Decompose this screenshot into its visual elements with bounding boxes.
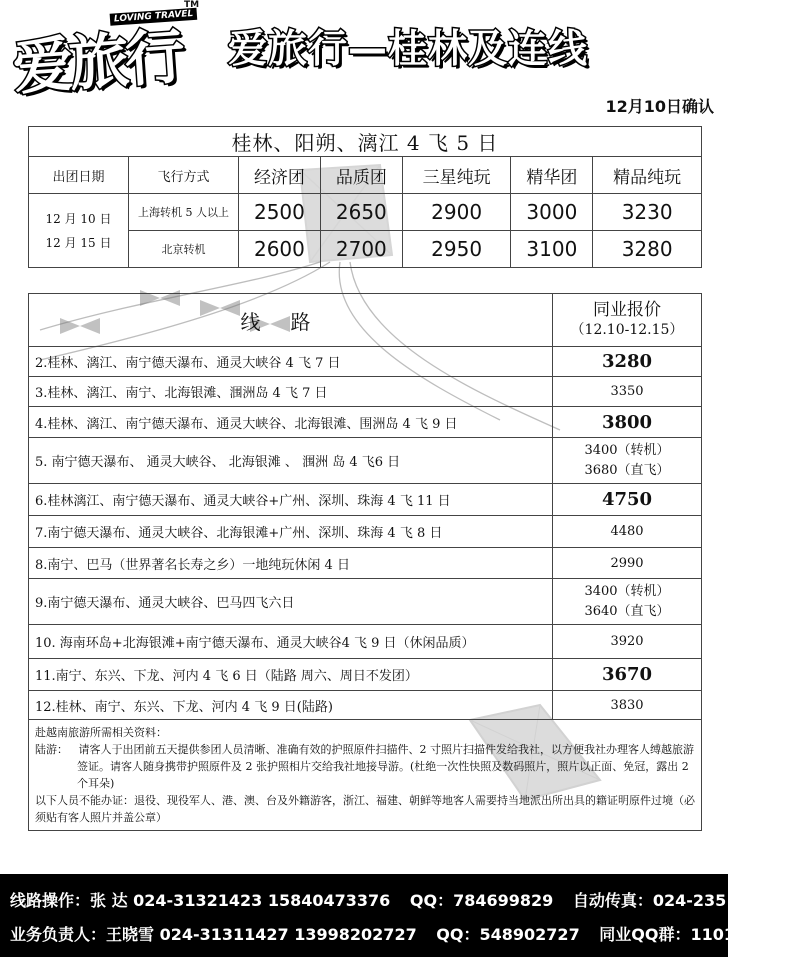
- logo-subtitle: LOVING TRAVEL: [110, 8, 198, 26]
- page-title: 爱旅行—桂林及连线: [228, 27, 589, 72]
- header-flight-mode: 飞行方式: [129, 157, 239, 194]
- trade-qq-group: 同业QQ群：110160420: [599, 925, 791, 944]
- confirm-date: 12月10日确认: [605, 97, 714, 116]
- header: [0, 0, 728, 116]
- operator-qq: QQ：784699829: [409, 891, 554, 910]
- logo-text: 爱旅行: [10, 22, 184, 104]
- header-price: [553, 294, 702, 347]
- route-price: 3920: [553, 625, 702, 659]
- manager-qq: QQ：548902727: [436, 925, 580, 944]
- price-cell: 2600: [239, 231, 321, 268]
- notes-label: 陆游：: [35, 743, 68, 756]
- routes-table: [28, 293, 702, 831]
- route-name: 5. 南宁德天瀑布、 通灵大峡谷、 北海银滩 、 涠洲 岛 4 飞6 日: [29, 438, 553, 484]
- table-row: [29, 691, 702, 720]
- route-name: 9.南宁德天瀑布、通灵大峡谷、巴马四飞六日: [29, 579, 553, 625]
- table-row: [29, 347, 702, 377]
- price-cell: 2650: [320, 194, 402, 231]
- header-price-dates: （12.10-12.15）: [570, 322, 684, 338]
- route-price: [553, 579, 702, 625]
- table-row: [29, 659, 702, 691]
- route-name: 3.桂林、漓江、南宁、北海银滩、涠洲岛 4 飞 7 日: [29, 377, 553, 407]
- notes-row: [29, 720, 702, 831]
- trademark: TM: [184, 0, 200, 10]
- price-transfer: 3400（转机）: [584, 442, 670, 458]
- footer-line-2: [10, 922, 805, 945]
- header-route: 线路: [29, 294, 553, 347]
- price-cell: 2900: [402, 194, 511, 231]
- logo: [5, 1, 210, 104]
- table-row: [29, 194, 702, 231]
- route-name: 8.南宁、巴马（世界著名长寿之乡）一地纯玩休闲 4 日: [29, 548, 553, 579]
- operator-contact: 线路操作：张 达 024-31321423 15840473376: [10, 891, 391, 910]
- header-price-label: 同业报价: [593, 300, 661, 320]
- route-price: 4480: [553, 516, 702, 548]
- route-price: 4750: [553, 484, 702, 516]
- table-header-row: [29, 157, 702, 194]
- pricing-table-guilin: [28, 126, 702, 268]
- table-header-row: [29, 294, 702, 347]
- price-cell: 3230: [593, 194, 702, 231]
- footer-line-1: [10, 888, 796, 911]
- price-cell: 2500: [239, 194, 321, 231]
- date-2: 12 月 15 日: [45, 235, 112, 250]
- table-row: [29, 377, 702, 407]
- notes-text-1: 请客人于出团前五天提供参团人员清晰、准确有效的护照原件扫描件、2 寸照片扫描件发给我社，以方便我社办理客人缚越旅游签证。请客人随身携带护照原件及 2 张护照相片交给我社地接导游。(杜绝一次性快照及数码照片，照片以正面、免冠，露出 2 个耳朵): [77, 743, 694, 790]
- header-quality: 品质团: [320, 157, 402, 194]
- route-price: 3830: [553, 691, 702, 720]
- auto-fax: 自动传真：024-23511772: [572, 891, 782, 910]
- notes-title: 赴越南旅游所需相关资料：: [35, 726, 167, 739]
- route-name: 6.桂林漓江、南宁德天瀑布、通灵大峡谷+广州、深圳、珠海 4 飞 11 日: [29, 484, 553, 516]
- route-name: 2.桂林、漓江、南宁德天瀑布、通灵大峡谷 4 飞 7 日: [29, 347, 553, 377]
- price-cell: 3280: [593, 231, 702, 268]
- notes-paragraph-1: [35, 741, 695, 792]
- route-beijing: 北京转机: [129, 231, 239, 268]
- table-row: [29, 438, 702, 484]
- visa-notes: [29, 720, 702, 831]
- route-name: 12.桂林、南宁、东兴、下龙、河内 4 飞 9 日(陆路): [29, 691, 553, 720]
- route-price: 2990: [553, 548, 702, 579]
- route-price: 3670: [553, 659, 702, 691]
- header-three-star: 三星纯玩: [402, 157, 511, 194]
- contact-footer: [0, 874, 791, 957]
- header-essence: 精华团: [511, 157, 593, 194]
- table-row: [29, 579, 702, 625]
- route-name: 10. 海南环岛+北海银滩+南宁德天瀑布、通灵大峡谷4 飞 9 日（休闲品质）: [29, 625, 553, 659]
- route-price: 3350: [553, 377, 702, 407]
- table-title: 桂林、阳朔、漓江 4 飞 5 日: [29, 127, 702, 157]
- route-name: 11.南宁、东兴、下龙、河内 4 飞 6 日（陆路 周六、周日不发团）: [29, 659, 553, 691]
- route-shanghai: 上海转机 5 人以上: [129, 194, 239, 231]
- notes-paragraph-2: 以下人员不能办证：退役、现役军人、港、澳、台及外籍游客，浙江、福建、朝鲜等地客人需要持当地派出所出具的籍证明原件过境（必须贴有客人照片并盖公章）: [35, 794, 695, 824]
- price-cell: 2700: [320, 231, 402, 268]
- table-row: [29, 484, 702, 516]
- route-name: 7.南宁德天瀑布、通灵大峡谷、北海银滩+广州、深圳、珠海 4 飞 8 日: [29, 516, 553, 548]
- table-row: [29, 407, 702, 438]
- header-departure-date: 出团日期: [29, 157, 129, 194]
- table-row: [29, 516, 702, 548]
- price-direct: 3640（直飞）: [584, 603, 670, 619]
- date-1: 12 月 10 日: [45, 211, 112, 226]
- route-price: 3280: [553, 347, 702, 377]
- table-row: [29, 548, 702, 579]
- table-row: [29, 231, 702, 268]
- route-name: 4.桂林、漓江、南宁德天瀑布、通灵大峡谷、北海银滩、围洲岛 4 飞 9 日: [29, 407, 553, 438]
- manager-contact: 业务负责人：王晓雪 024-31311427 13998202727: [10, 925, 417, 944]
- route-price: [553, 438, 702, 484]
- price-cell: 3000: [511, 194, 593, 231]
- header-economy: 经济团: [239, 157, 321, 194]
- price-transfer: 3400（转机）: [584, 583, 670, 599]
- price-cell: 3100: [511, 231, 593, 268]
- table-row: [29, 625, 702, 659]
- route-price: 3800: [553, 407, 702, 438]
- price-direct: 3680（直飞）: [584, 462, 670, 478]
- departure-dates: [29, 194, 129, 268]
- header-boutique: 精品纯玩: [593, 157, 702, 194]
- price-cell: 2950: [402, 231, 511, 268]
